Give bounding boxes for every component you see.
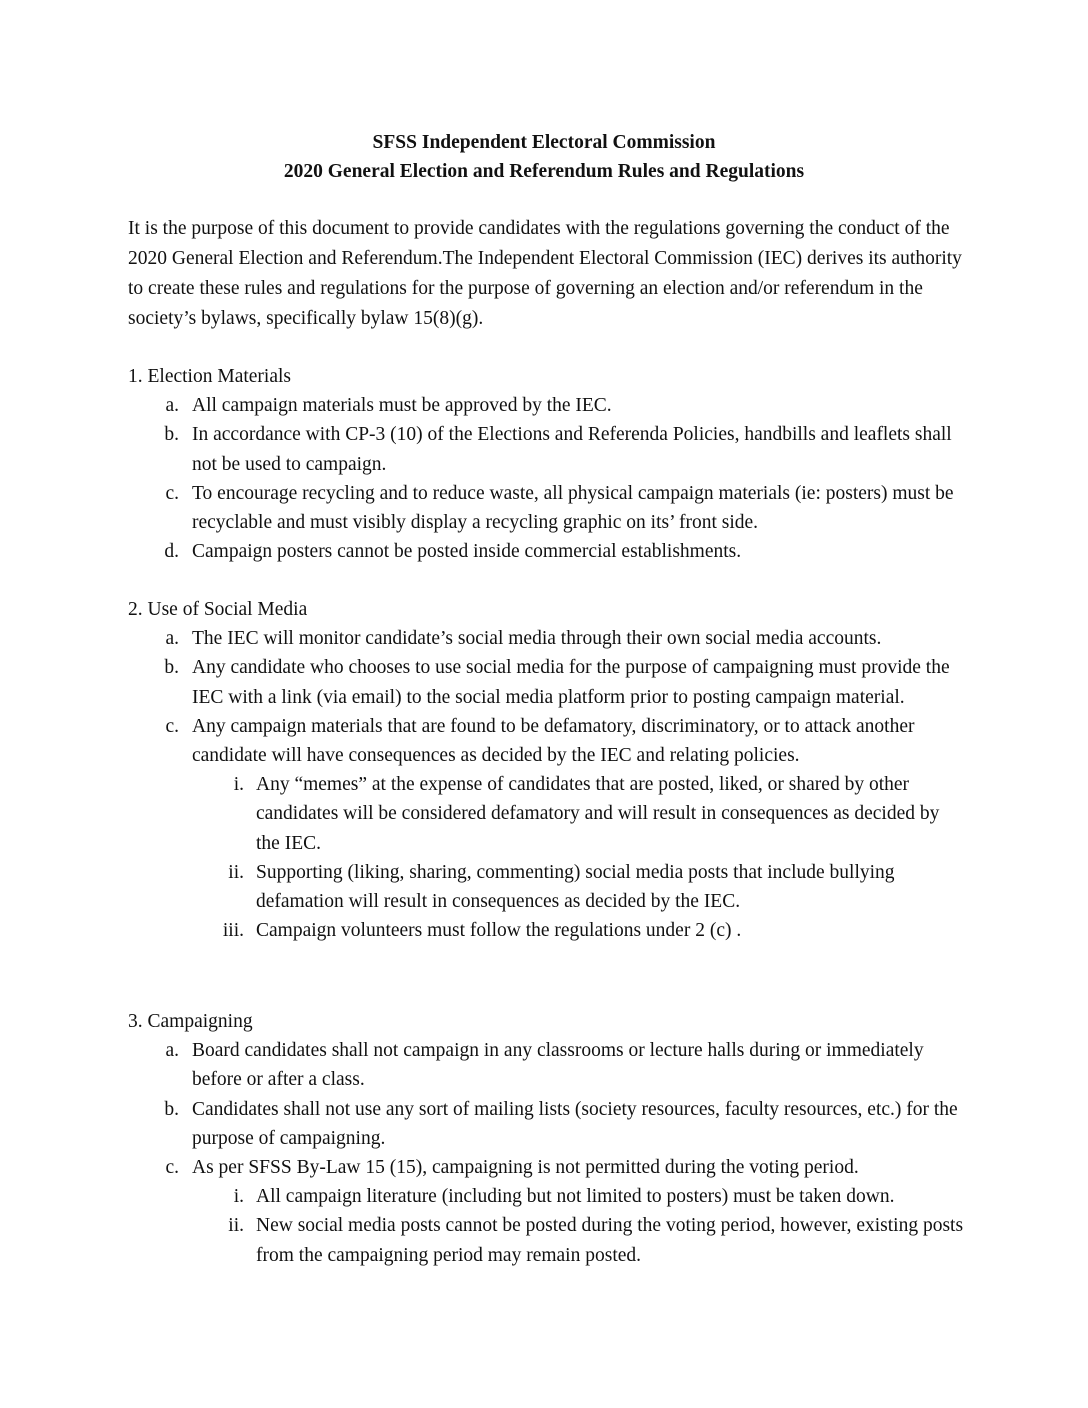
list-item xyxy=(128,712,968,770)
item-text: As per SFSS By-Law 15 (15), campaigning is not permitted during the voting period. xyxy=(192,1157,859,1179)
item-text: To encourage recycling and to reduce waste, all physical campaign materials (ie: posters) must be recyclable and must visibly display a recycling graphic on its’ front side. xyxy=(192,482,954,534)
sub-list-item xyxy=(128,770,968,858)
item-marker: a. xyxy=(165,628,179,650)
section-heading: 2. Use of Social Media xyxy=(128,599,308,620)
item-marker: c. xyxy=(165,482,179,504)
item-marker: c. xyxy=(165,715,179,737)
item-text: Candidates shall not use any sort of mailing lists (society resources, faculty resources, etc.) for the purpose of campaigning. xyxy=(192,1098,958,1149)
item-text: Campaign posters cannot be posted inside commercial establishments. xyxy=(192,541,742,563)
title-line-1: SFSS Independent Electoral Commission xyxy=(372,132,716,153)
list-item xyxy=(128,1153,968,1182)
list-item xyxy=(128,479,968,537)
item-marker: c. xyxy=(165,1157,179,1179)
sub-list-item xyxy=(128,858,968,916)
intro-paragraph: It is the purpose of this document to provide candidates with the regulations governing the conduct of the 2020 General Election and Referendum.The Independent Electoral Commission (IEC) derives its authority to create these rules and regulations for the purpose of governing an election and/or referendum in the society’s bylaws, specifically bylaw 15(8)(g). xyxy=(128,218,962,329)
section-election-materials xyxy=(128,362,968,566)
item-marker: a. xyxy=(165,395,179,417)
item-marker: d. xyxy=(164,541,179,563)
subitem-text: Campaign volunteers must follow the regulations under 2 (c) . xyxy=(256,920,742,942)
list-item xyxy=(128,1036,968,1094)
item-text: In accordance with CP-3 (10) of the Elections and Referenda Policies, handbills and leaflets shall not be used to campaign. xyxy=(192,424,952,475)
document-title xyxy=(0,128,1088,186)
list-item xyxy=(128,420,968,478)
subitem-marker: ii. xyxy=(228,861,244,883)
list-item xyxy=(128,1095,968,1153)
subitem-text: New social media posts cannot be posted during the voting period, however, existing posts from the campaigning period may remain posted. xyxy=(256,1215,964,1266)
item-marker: a. xyxy=(165,1040,179,1062)
item-marker: b. xyxy=(164,424,179,446)
sub-list-item xyxy=(128,916,968,945)
subitem-text: Any “memes” at the expense of candidates that are posted, liked, or shared by other candidates will be considered defamatory and will result in consequences as decided by the IEC. xyxy=(256,774,940,854)
subitem-text: Supporting (liking, sharing, commenting) social media posts that include bullying defamation will result in consequences as decided by the IEC. xyxy=(256,861,895,913)
list-item xyxy=(128,624,968,653)
section-campaigning xyxy=(128,1007,968,1270)
item-marker: b. xyxy=(164,657,179,679)
list-item xyxy=(128,391,968,420)
item-marker: b. xyxy=(164,1098,179,1120)
subitem-marker: i. xyxy=(233,774,244,796)
section-heading: 3. Campaigning xyxy=(128,1011,253,1032)
section-use-of-social-media xyxy=(128,595,968,945)
item-text: Board candidates shall not campaign in any classrooms or lecture halls during or immediately before or after a class. xyxy=(192,1040,924,1091)
list-item xyxy=(128,537,968,566)
item-text: All campaign materials must be approved by the IEC. xyxy=(192,395,612,417)
item-text: The IEC will monitor candidate’s social media through their own social media accounts. xyxy=(192,628,882,650)
subitem-marker: ii. xyxy=(228,1215,244,1237)
sub-list-item xyxy=(128,1211,968,1269)
list-item xyxy=(128,653,968,711)
section-heading: 1. Election Materials xyxy=(128,366,291,387)
subitem-marker: iii. xyxy=(222,920,244,942)
subitem-text: All campaign literature (including but not limited to posters) must be taken down. xyxy=(256,1186,895,1208)
title-line-2: 2020 General Election and Referendum Rules and Regulations xyxy=(283,161,805,182)
subitem-marker: i. xyxy=(233,1186,244,1208)
item-text: Any candidate who chooses to use social media for the purpose of campaigning must provide the IEC with a link (via email) to the social media platform prior to posting campaign material. xyxy=(192,657,950,708)
sub-list-item xyxy=(128,1182,968,1211)
item-text: Any campaign materials that are found to be defamatory, discriminatory, or to attack another candidate will have consequences as decided by the IEC and relating policies. xyxy=(192,715,915,767)
